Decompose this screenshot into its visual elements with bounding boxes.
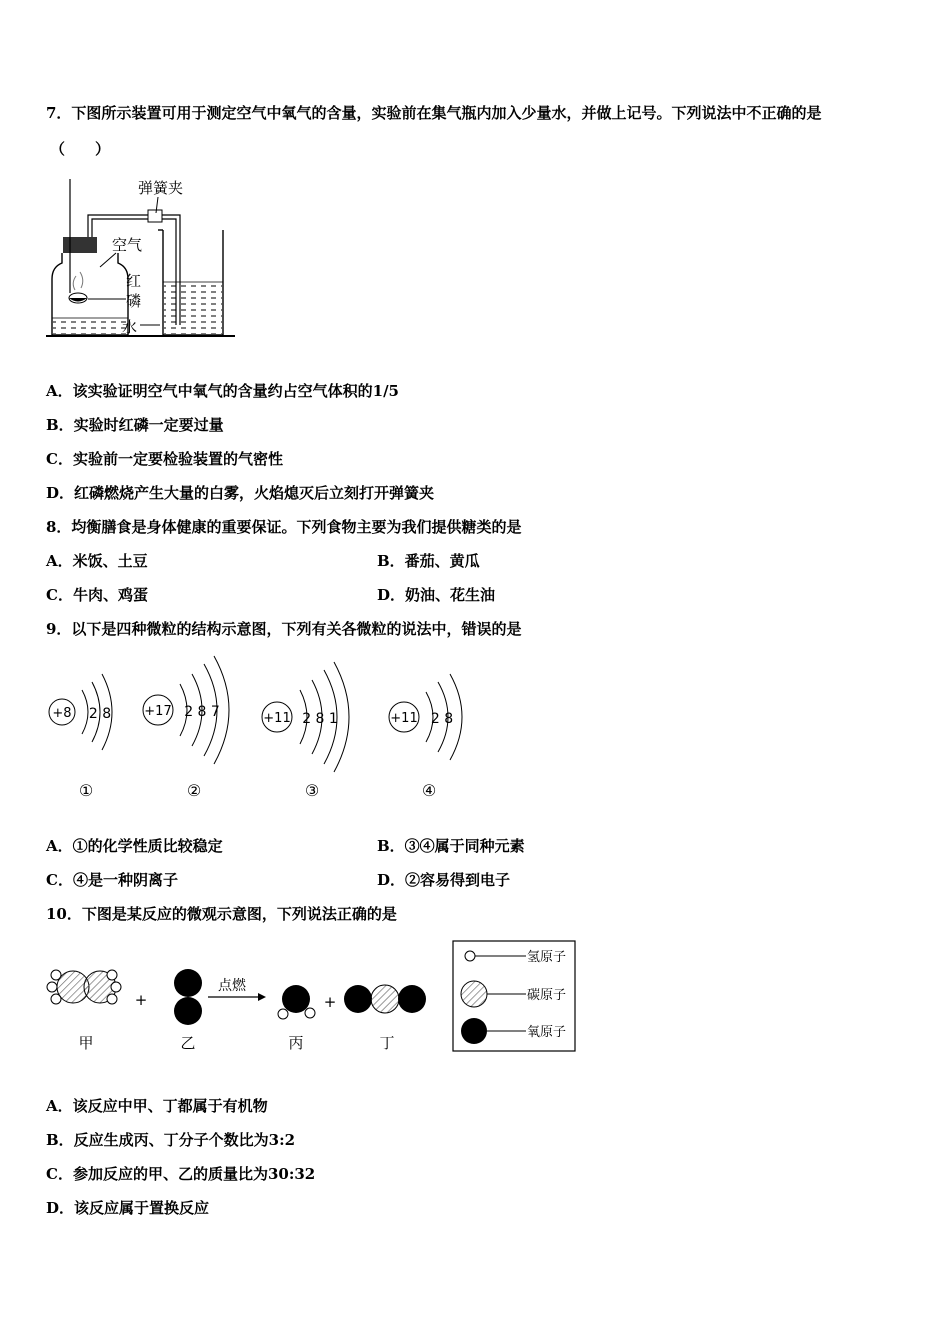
label-bing: 丙 — [288, 1034, 304, 1052]
q9-option-c: C．④是一种阴离子 — [46, 871, 178, 889]
q9-particles-diagram — [40, 650, 480, 810]
q9-stem: 9．以下是四种微粒的结构示意图，下列有关各微粒的说法中，错误的是 — [46, 620, 522, 638]
particle-2-electrons: 2 8 7 — [184, 704, 220, 720]
q10-reaction-diagram — [40, 935, 585, 1060]
particle-3-electrons: 2 8 1 — [302, 711, 338, 727]
particle-3-label: ③ — [304, 781, 320, 800]
q7-option-b: B．实验时红磷一定要过量 — [46, 416, 224, 434]
particle-1 — [49, 674, 112, 800]
q9-option-a: A．①的化学性质比较稳定 — [46, 837, 223, 855]
q9-option-d: D．②容易得到电子 — [377, 871, 511, 889]
particle-3 — [262, 662, 349, 800]
q10-stem: 10．下图是某反应的微观示意图，下列说法正确的是 — [46, 905, 397, 923]
q7-stem: 7．下图所示装置可用于测定空气中氧气的含量，实验前在集气瓶内加入少量水，并做上记号。下列说法中不正确的是 — [46, 104, 822, 122]
q7-option-c: C．实验前一定要检验装置的气密性 — [46, 450, 283, 468]
q7-option-d: D．红磷燃烧产生大量的白雾，火焰熄灭后立刻打开弹簧夹 — [46, 484, 435, 502]
q10-option-c: C．参加反应的甲、乙的质量比为30:32 — [46, 1165, 316, 1183]
clip-label: 弹簧夹 — [138, 179, 184, 197]
q8-option-b: B．番茄、黄瓜 — [377, 552, 480, 570]
phosphorus-label: 磷 — [126, 292, 142, 310]
q8-option-c: C．牛肉、鸡蛋 — [46, 586, 148, 604]
plus-2: + — [323, 993, 337, 1011]
q8-option-a: A．米饭、土豆 — [46, 552, 148, 570]
particle-2-label: ② — [186, 781, 202, 800]
air-label: 空气 — [112, 236, 143, 254]
particle-1-electrons: 2 8 — [88, 706, 112, 722]
legend-box — [453, 941, 575, 1051]
particle-4-electrons: 2 8 — [430, 711, 454, 727]
q7-paren: （ ） — [50, 140, 111, 158]
q10-option-a: A．该反应中甲、丁都属于有机物 — [46, 1097, 268, 1115]
particle-4 — [389, 674, 462, 800]
plus-1: + — [134, 991, 148, 1009]
molecule-ding — [344, 985, 426, 1013]
reaction-condition: 点燃 — [218, 978, 246, 994]
particle-1-nucleus: +8 — [52, 706, 72, 721]
water-label: 水 — [122, 318, 138, 336]
q8-stem: 8．均衡膳食是身体健康的重要保证。下列食物主要为我们提供糖类的是 — [46, 518, 522, 536]
label-yi: 乙 — [180, 1034, 196, 1052]
legend-carbon: 碳原子 — [527, 988, 567, 1003]
molecule-yi — [174, 969, 202, 1025]
label-ding: 丁 — [379, 1034, 395, 1052]
red-label: 红 — [126, 272, 142, 290]
q7-option-a: A．该实验证明空气中氧气的含量约占空气体积的1/5 — [46, 382, 399, 400]
particle-3-nucleus: +11 — [263, 711, 291, 726]
particle-1-label: ① — [78, 781, 94, 800]
q8-option-d: D．奶油、花生油 — [377, 586, 496, 604]
particle-4-nucleus: +11 — [390, 711, 418, 726]
particle-4-label: ④ — [421, 781, 437, 800]
legend-oxygen: 氧原子 — [527, 1025, 567, 1040]
q10-option-b: B．反应生成丙、丁分子个数比为3:2 — [46, 1131, 296, 1149]
molecule-jia — [47, 970, 121, 1004]
label-jia: 甲 — [78, 1034, 94, 1052]
particle-2-nucleus: +17 — [144, 704, 172, 719]
q10-option-d: D．该反应属于置换反应 — [46, 1199, 210, 1217]
molecule-bing — [278, 985, 315, 1019]
particle-2 — [143, 656, 229, 800]
legend-hydrogen: 氢原子 — [527, 950, 567, 965]
q9-option-b: B．③④属于同种元素 — [377, 837, 525, 855]
q7-apparatus-diagram — [40, 175, 240, 345]
